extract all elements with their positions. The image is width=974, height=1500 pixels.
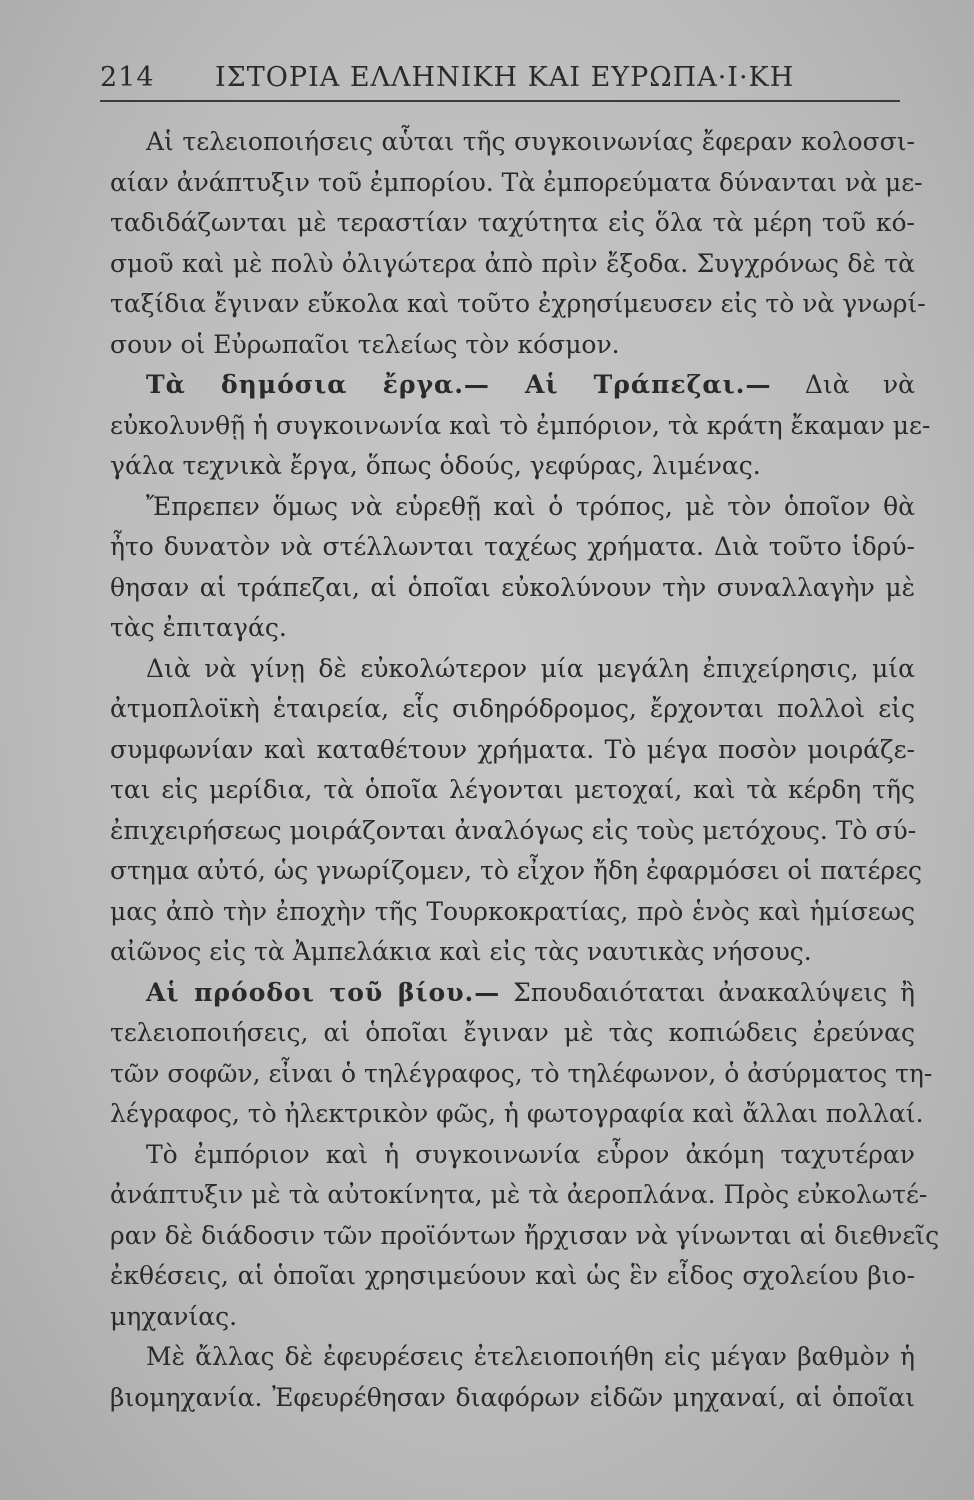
line-text: τὰς ἐπιταγάς.: [110, 613, 287, 642]
text-line: [110, 1256, 915, 1297]
text-line: [110, 770, 915, 811]
page-number: 214: [100, 62, 155, 93]
line-text: σουν οἱ Εὐρωπαῖοι τελείως τὸν κόσμον.: [110, 329, 620, 359]
text-line: [110, 365, 915, 406]
text-line: [110, 811, 915, 852]
line-text: Σπουδαιόταται ἀνακαλύψεις ἢ: [500, 977, 915, 1007]
line-text: αἰῶνος εἰς τὰ Ἀμπελάκια καὶ εἰς τὰς ναυτικὰς νήσους.: [110, 937, 812, 966]
line-text: μηχανίας.: [110, 1301, 238, 1331]
text-line: [110, 1337, 915, 1378]
line-text: μας ἀπὸ τὴν ἐποχὴν τῆς Τουρκοκρατίας, πρὸ ἑνὸς καὶ ἡμίσεως: [110, 896, 915, 926]
text-line: [110, 1135, 915, 1176]
text-line: [110, 892, 915, 933]
running-title: ΙΣΤΟΡΙΑ ΕΛΛΗΝΙΚΗ ΚΑΙ ΕΥΡΩΠΑ·Ι·ΚΗ: [215, 62, 795, 93]
text-line: [110, 1054, 933, 1095]
text-line: [110, 608, 915, 649]
text-line: [110, 325, 915, 366]
line-text: ραν δὲ διάδοσιν τῶν προϊόντων ἤρχισαν νὰ γίνωνται αἱ διεθνεῖς: [110, 1220, 940, 1250]
text-line: [110, 446, 915, 487]
line-text: Διὰ νὰ: [771, 370, 915, 399]
text-line: [110, 1378, 915, 1419]
text-line: [110, 487, 915, 528]
text-line: [110, 1094, 924, 1135]
header-rule: [100, 100, 900, 102]
text-line: [110, 730, 915, 771]
line-text: τῶν σοφῶν, εἶναι ὁ τηλέγραφος, τὸ τηλέφωνον, ὁ ἀσύρματος τη-: [110, 1058, 933, 1088]
text-line: [110, 1013, 915, 1054]
text-line: [110, 203, 915, 244]
text-line: [110, 1297, 915, 1338]
line-text: σμοῦ καὶ μὲ πολὺ ὀλιγώτερα ἀπὸ πρὶν ἔξοδα. Συγχρόνως δὲ τὰ: [110, 248, 915, 278]
text-line: [110, 649, 915, 690]
text-line: [110, 122, 915, 163]
text-line: [110, 284, 926, 325]
line-text: συμφωνίαν καὶ καταθέτουν χρήματα. Τὸ μέγα ποσὸν μοιράζε-: [110, 734, 915, 764]
line-text: ταξίδια ἔγιναν εὔκολα καὶ τοῦτο ἐχρησίμευσεν εἰς τὸ νὰ γνωρί-: [110, 289, 926, 318]
line-text: Μὲ ἄλλας δὲ ἐφευρέσεις ἐτελειοποιήθη εἰς μέγαν βαθμὸν ἡ: [146, 1342, 915, 1371]
text-line: [110, 163, 923, 204]
line-text: γάλα τεχνικὰ ἔργα, ὅπως ὁδούς, γεφύρας, λιμένας.: [110, 451, 761, 480]
line-text: ταδιδάζωνται μὲ τεραστίαν ταχύτητα εἰς ὅλα τὰ μέρη τοῦ κό-: [110, 208, 915, 237]
text-line: [110, 406, 931, 447]
line-text: λέγραφος, τὸ ἠλεκτρικὸν φῶς, ἡ φωτογραφία καὶ ἄλλαι πολλαί.: [110, 1099, 924, 1128]
line-text: στημα αὐτό, ὡς γνωρίζομεν, τὸ εἶχον ἤδη ἐφαρμόσει οἱ πατέρες: [110, 856, 923, 885]
line-text: ται εἰς μερίδια, τὰ ὁποῖα λέγονται μετοχαί, καὶ τὰ κέρδη τῆς: [110, 775, 915, 804]
line-text: ἐπιχειρήσεως μοιράζονται ἀναλόγως εἰς τοὺς μετόχους. Τὸ σύ-: [110, 815, 917, 845]
text-line: [110, 244, 915, 285]
line-text: τελειοποιήσεις, αἱ ὁποῖαι ἔγιναν μὲ τὰς κοπιώδεις ἐρεύνας: [110, 1018, 915, 1047]
line-text: Ἔπρεπεν ὅμως νὰ εὑρεθῇ καὶ ὁ τρόπος, μὲ τὸν ὁποῖον θὰ: [146, 491, 915, 521]
line-text: ἀνάπτυξιν μὲ τὰ αὐτοκίνητα, μὲ τὰ ἀεροπλάνα. Πρὸς εὐκολωτέ-: [110, 1180, 928, 1209]
line-text: βιομηχανία. Ἐφευρέθησαν διαφόρων εἰδῶν μηχαναί, αἱ ὁποῖαι: [110, 1382, 915, 1412]
line-text: θησαν αἱ τράπεζαι, αἱ ὁποῖαι εὐκολύνουν τὴν συναλλαγὴν μὲ: [110, 572, 915, 602]
text-line: [110, 932, 915, 973]
line-text: Αἱ τελειοποιήσεις αὗται τῆς συγκοινωνίας ἔφεραν κολοσσι-: [146, 127, 915, 156]
text-line: [110, 568, 915, 609]
line-text: εὐκολυνθῇ ἡ συγκοινωνία καὶ τὸ ἐμπόριον, τὰ κράτη ἔκαμαν με-: [110, 410, 931, 440]
line-text: αίαν ἀνάπτυξιν τοῦ ἐμπορίου. Τὰ ἐμπορεύματα δύνανται νὰ με-: [110, 167, 923, 197]
line-text: Τὸ ἐμπόριον καὶ ἡ συγκοινωνία εὗρον ἀκόμη ταχυτέραν: [146, 1139, 915, 1169]
text-line: [110, 851, 923, 892]
section-heading: Τὰ δημόσια ἔργα.— Αἱ Τράπεζαι.—: [146, 370, 772, 399]
text-line: [110, 1216, 940, 1257]
text-line: [110, 689, 915, 730]
line-text: ἦτο δυνατὸν νὰ στέλλωνται ταχέως χρήματα. Διὰ τοῦτο ἱδρύ-: [110, 532, 915, 561]
text-line: [110, 973, 915, 1014]
section-heading: Αἱ πρόοδοι τοῦ βίου.—: [146, 977, 501, 1007]
line-text: Διὰ νὰ γίνῃ δὲ εὐκολώτερον μία μεγάλη ἐπιχείρησις, μία: [146, 653, 915, 683]
text-line: [110, 1175, 928, 1216]
text-line: [110, 527, 915, 568]
line-text: ἀτμοπλοϊκὴ ἑταιρεία, εἷς σιδηρόδρομος, ἔρχονται πολλοὶ εἰς: [110, 694, 915, 723]
page-body-text: [110, 122, 940, 1418]
line-text: ἐκθέσεις, αἱ ὁποῖαι χρησιμεύουν καὶ ὡς ἓν εἶδος σχολείου βιο-: [110, 1261, 915, 1290]
